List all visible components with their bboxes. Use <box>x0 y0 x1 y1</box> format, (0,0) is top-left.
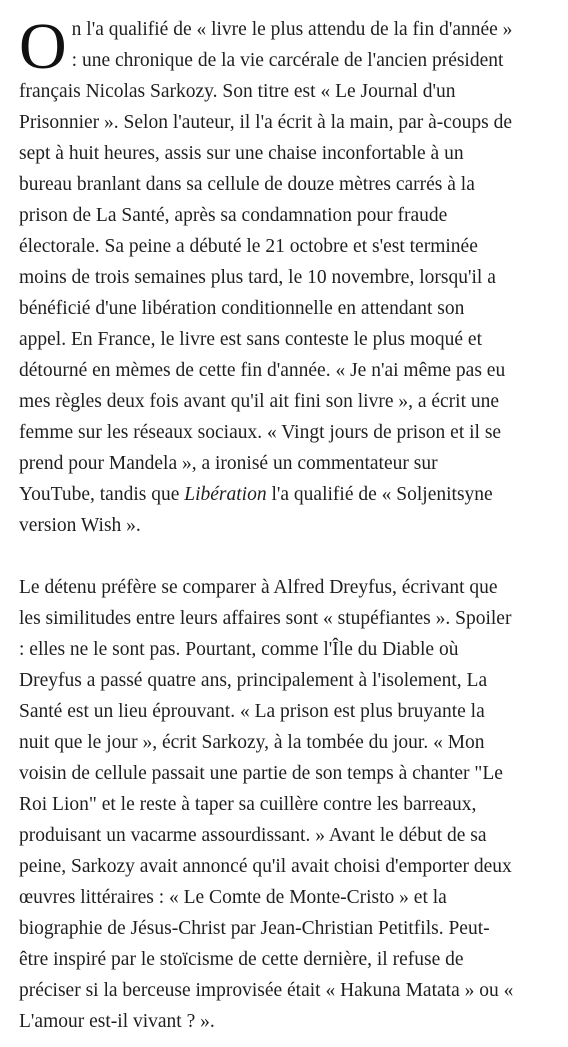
text-line: Le détenu préfère se comparer à Alfred Dreyfus, écrivant que <box>19 577 498 598</box>
text-line: bureau branlant dans sa cellule de douze mètres carrés à la <box>19 174 475 195</box>
text-line: peine, Sarkozy avait annoncé qu'il avait choisi d'emporter deux <box>19 856 512 877</box>
text-line: Santé est un lieu éprouvant. « La prison est plus bruyante la <box>19 701 485 722</box>
text-line <box>19 479 549 510</box>
text-line: Prisonnier ». Selon l'auteur, il l'a écrit à la main, par à-coups de <box>19 112 513 133</box>
text-line: électorale. Sa peine a débuté le 21 octobre et s'est terminée <box>19 236 478 257</box>
text-line: biographie de Jésus-Christ par Jean-Christian Petitfils. Peut- <box>19 918 490 939</box>
text-line: Roi Lion" et le reste à taper sa cuillère contre les barreaux, <box>19 794 477 815</box>
text-line: les similitudes entre leurs affaires sont « stupéfiantes ». Spoiler <box>19 608 512 629</box>
text-segment: YouTube, tandis que <box>19 484 185 505</box>
text-line: appel. En France, le livre est sans conteste le plus moqué et <box>19 329 482 350</box>
text-line: prend pour Mandela », a ironisé un commentateur sur <box>19 453 438 474</box>
article-body <box>19 10 549 1037</box>
text-segment: l'a qualifié de « Soljenitsyne <box>266 484 493 505</box>
text-line: prison de La Santé, après sa condamnation pour fraude <box>19 205 448 226</box>
text-line: voisin de cellule passait une partie de son temps à chanter "Le <box>19 763 503 784</box>
text-line: être inspiré par le stoïcisme de cette dernière, il refuse de <box>19 949 464 970</box>
text-line: œuvres littéraires : « Le Comte de Monte-Cristo » et la <box>19 887 447 908</box>
text-line: femme sur les réseaux sociaux. « Vingt jours de prison et il se <box>19 422 502 443</box>
drop-cap: O <box>19 10 67 83</box>
publication-name-liberation: Libération <box>184 484 267 505</box>
text-line: préciser si la berceuse improvisée était « Hakuna Matata » ou « <box>19 980 514 1001</box>
text-line: L'amour est-il vivant ? ». <box>19 1011 215 1032</box>
text-line: nuit que le jour », écrit Sarkozy, à la tombée du jour. « Mon <box>19 732 485 753</box>
text-line: Dreyfus a passé quatre ans, principalement à l'isolement, La <box>19 670 488 691</box>
text-line: moins de trois semaines plus tard, le 10 novembre, lorsqu'il a <box>19 267 496 288</box>
paragraph-1 <box>19 10 549 541</box>
text-line: bénéficié d'une libération conditionnelle en attendant son <box>19 298 465 319</box>
text-line: produisant un vacarme assourdissant. » Avant le début de sa <box>19 825 487 846</box>
text-line: mes règles deux fois avant qu'il ait fini son livre », a écrit une <box>19 391 500 412</box>
text-line: français Nicolas Sarkozy. Son titre est « Le Journal d'un <box>19 81 456 102</box>
text-line: version Wish ». <box>19 515 141 536</box>
text-line: sept à huit heures, assis sur une chaise inconfortable à un <box>19 143 464 164</box>
paragraph-2 <box>19 572 549 1037</box>
text-line: : elles ne le sont pas. Pourtant, comme l'Île du Diable où <box>19 639 459 660</box>
text-line: détourné en mèmes de cette fin d'année. « Je n'ai même pas eu <box>19 360 506 381</box>
text-line: : une chronique de la vie carcérale de l'ancien président <box>71 50 504 71</box>
text-line: n l'a qualifié de « livre le plus attendu de la fin d'année » <box>71 19 513 40</box>
